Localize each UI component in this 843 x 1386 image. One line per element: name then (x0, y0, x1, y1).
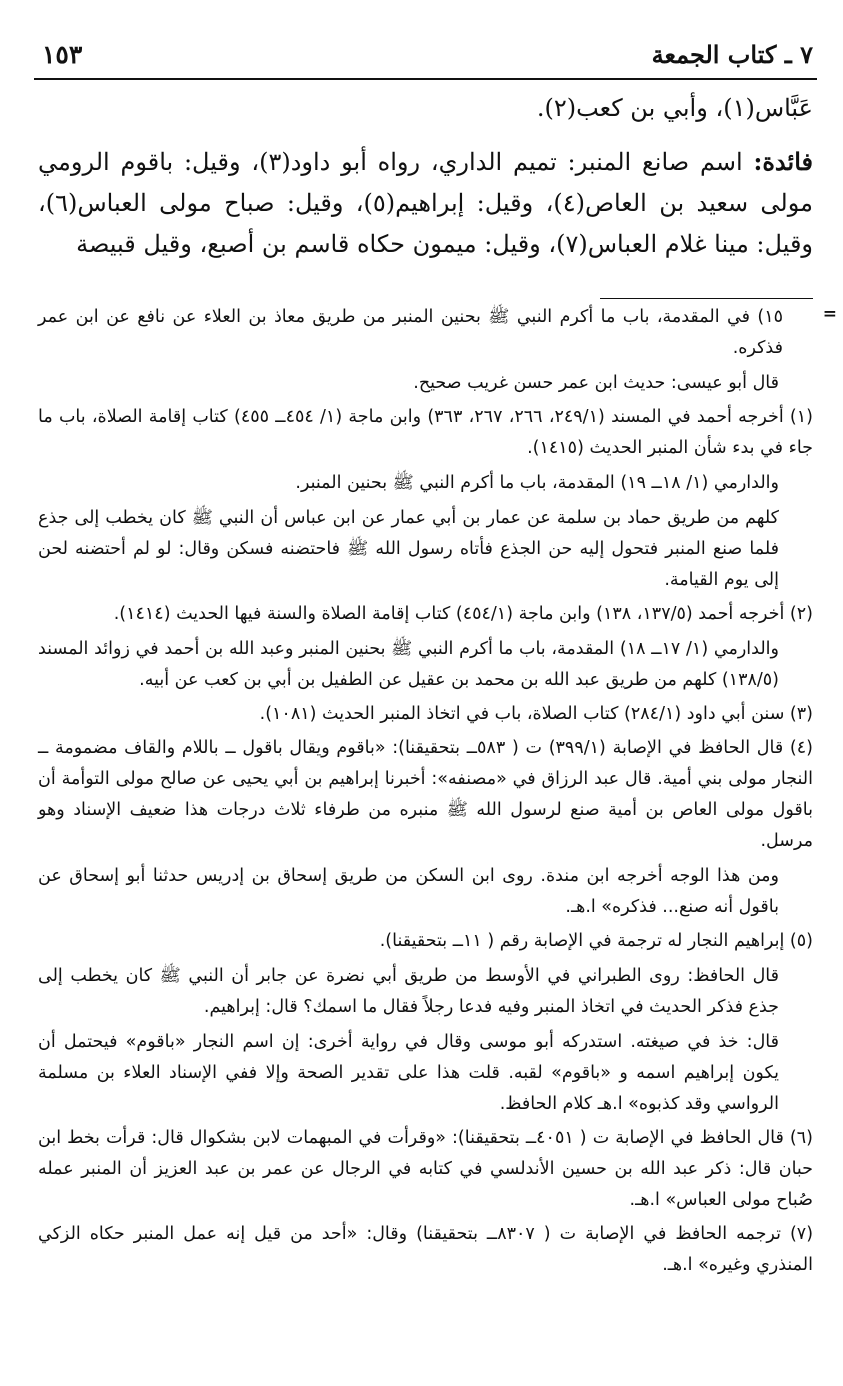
footnote-1-sub-2: كلهم من طريق حماد بن سلمة عن عمار بن أبي عمار عن ابن عباس أن النبي ﷺ كان يخطب إلى جذع فلما صنع المنبر فتحول إليه حن الجذع فأتاه رسول الله ﷺ فاحتضنه فسكن وقال: لو لم أحتضنه لحن إلى يوم القيامة. (38, 508, 779, 590)
page-number: ١٥٣ (42, 40, 83, 69)
footnote-3: (٣) سنن أبي داود (٢٨٤/١) كتاب الصلاة، باب في اتخاذ المنبر الحديث (١٠٨١). (259, 704, 813, 724)
continuation-mark: = (822, 304, 837, 324)
footnote-carryover-sub: قال أبو عيسى: حديث ابن عمر حسن غريب صحيح. (413, 373, 779, 393)
footnote-5-sub-2: قال: خذ في صيغته. استدركه أبو موسى وقال في رواية أخرى: إن اسم النجار «باقوم» فيحتمل أن يكون إبراهيم اسمه و «باقوم» لقبه. قلت هذا على تقدير الصحة وإلا ففي الإسناد العلاء بن مسلمة الرواسي وقد كذبوه» ا.هـ كلام الحافظ. (38, 1032, 779, 1114)
footnote-5: (٥) إبراهيم النجار له ترجمة في الإصابة رقم ( ١١ــ بتحقيقنا). (379, 931, 813, 951)
footnote-6: (٦) قال الحافظ في الإصابة ت ( ٤٠٥١ــ بتحقيقنا): «وقرأت في المبهمات لابن بشكوال قال: قرأت بخط ابن حبان قال: ذكر عبد الله بن حسين الأندلسي في كتابه في الرجال عن عمر بن عبد العزيز أن المنبر عمله صُباح مولى العباس» ا.هـ. (38, 1128, 813, 1210)
fa-ida-text: اسم صانع المنبر: تميم الداري، رواه أبو داود(٣)، وقيل: باقوم الرومي مولى سعيد بن العاص(٤)، وقيل: إبراهيم(٥)، وقيل: صباح مولى العباس(٦)، وقيل: مينا غلام العباس(٧)، وقيل: ميمون حكاه قاسم بن أصبع، وقيل قبيصة (38, 148, 813, 258)
footnote-2-sub-1: والدارمي (١/ ١٧ــ ١٨) المقدمة، باب ما أكرم النبي ﷺ بحنين المنبر وعبد الله بن أحمد في زوائد المسند (١٣٨/٥) كلهم من طريق عبد الله بن محمد بن عقيل عن الطفيل بن أبي بن كعب عن أبيه. (38, 639, 779, 690)
main-line-1: عَبَّاس(١)، وأبي بن كعب(٢). (536, 94, 813, 122)
page-header (34, 38, 817, 80)
footnotes (38, 302, 813, 1281)
footnote-1-sub-1: والدارمي (١/ ١٨ــ ١٩) المقدمة، باب ما أكرم النبي ﷺ بحنين المنبر. (295, 473, 779, 493)
main-text (38, 88, 813, 265)
footnote-carryover: ١٥) في المقدمة، باب ما أكرم النبي ﷺ بحنين المنبر من طريق معاذ بن العلاء عن نافع عن ابن عمر فذكره. (38, 307, 783, 358)
footnote-2: (٢) أخرجه أحمد (١٣٧/٥، ١٣٨) وابن ماجة (٤٥٤/١) كتاب إقامة الصلاة والسنة فيها الحديث (١٤١٤). (113, 604, 813, 624)
fa-ida-label: فائدة: (753, 147, 813, 176)
footnote-5-sub-1: قال الحافظ: روى الطبراني في الأوسط من طريق أبي نضرة عن جابر أن النبي ﷺ كان يخطب إلى جذع فذكر الحديث في اتخاذ المنبر وفيه فدعا رجلاً فقال ما اسمك؟ قال: إبراهيم. (38, 966, 779, 1017)
footnote-7: (٧) ترجمه الحافظ في الإصابة ت ( ٨٣٠٧ــ بتحقيقنا) وقال: «أحد من قيل إنه عمل المنبر حكاه الزكي المنذري وغيره» ا.هـ. (38, 1224, 814, 1275)
running-title: ٧ ـ كتاب الجمعة (651, 40, 813, 69)
footnote-4-sub-1: ومن هذا الوجه أخرجه ابن مندة. روى ابن السكن من طريق إسحاق بن إدريس حدثنا أبو إسحاق عن باقول أنه صنع... فذكره» ا.هـ. (38, 866, 779, 917)
footnote-4: (٤) قال الحافظ في الإصابة (٣٩٩/١) ت ( ٥٨٣ــ بتحقيقنا): «باقوم ويقال باقول ــ باللام والقاف مضمومة ــ النجار مولى بني أمية. قال عبد الرزاق في «مصنفه»: أخبرنا إبراهيم بن أبي يحيى عن صالح مولى التوأمة أن باقول مولى العاص بن أمية صنع لرسول الله ﷺ منبره من طرفاء ثلاث درجات هذا ضعيف الإسناد وهو مرسل. (38, 738, 813, 851)
main-paragraph-fa-ida (38, 141, 813, 265)
footnote-1: (١) أخرجه أحمد في المسند (٢٤٩/١، ٢٦٦، ٢٦٧، ٣٦٣) وابن ماجة (١/ ٤٥٤ــ ٤٥٥) كتاب إقامة الصلاة، باب ما جاء في بدء شأن المنبر الحديث (١٤١٥). (38, 407, 813, 458)
footnote-separator (600, 298, 813, 299)
